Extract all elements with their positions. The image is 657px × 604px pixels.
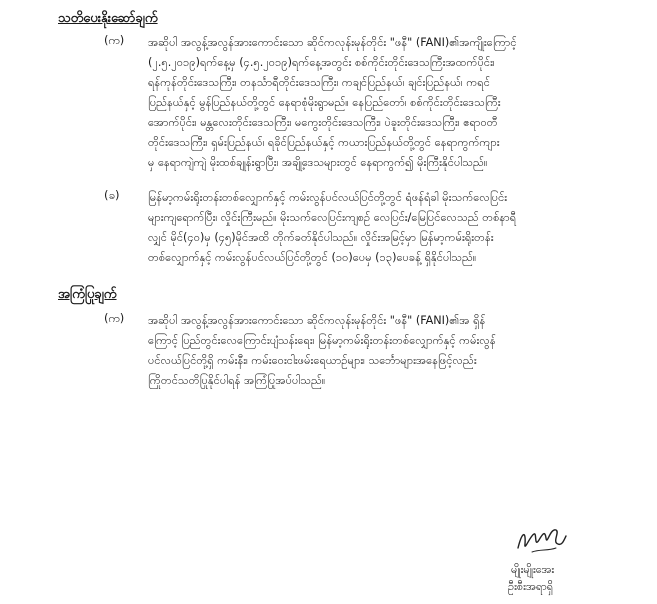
signatory-name: မျိုးမျိုးအေး (511, 563, 555, 576)
handwritten-signature (512, 522, 568, 560)
item-text: မြန်မာ့ကမ်းရိုးတန်းတစ်လျှောက်နှင့် ကမ်းလွန်ပင်လယ်ပြင်တို့တွင် ရံဖန်ရံခါ မိုးသက်လေပြင်း များကျရောက်ပြီး၊ လှိုင်းကြီးမည်။ မိုးသက်လေပြင်းကျစဉ် လေပြင်း/မြေပြင်လေသည် တစ်နာရီ လျှင် မိုင်(၄၀)မှ (၄၅)မိုင်အထိ တိုက်ခတ်နိုင်ပါသည်။ လှိုင်းအမြင့်မှာ မြန်မာ့ကမ်းရိုးတန်း တစ်လျှောက်နှင့် ကမ်းလွန်ပင်လယ်ပြင်တို့တွင် (၁၀)ပေမှ (၁၃)ပေခန့် ရှိနိုင်ပါသည်။ (148, 191, 517, 264)
item-number: (က) (104, 311, 125, 325)
item-text: အဆိုပါ အလွန့်အလွန်အားကောင်းသော ဆိုင်ကလုန်းမုန်တိုင်း "ဖနီ" (FANI)၏အကျိုးကြောင့် (၂.၅.၂၀၁၉)ရက်နေ့မှ (၄.၅.၂၀၁၉)ရက်နေ့အတွင်း စစ်ကိုင်းတိုင်းဒေသကြီးအထက်ပိုင်း၊ ရန်ကုန်တိုင်းဒေသကြီး၊ တနင်္သာရီတိုင်းဒေသကြီး၊ ကချင်ပြည်နယ်၊ ချင်းပြည်နယ်၊ ကရင် ပြည်နယ်နှင့် မွန်ပြည်နယ်တို့တွင် နေရာစုံမိုးရွာမည်။ နေပြည်တော်၊ စစ်ကိုင်းတိုင်းဒေသကြီး အောက်ပိုင်း၊ မန္တလေးတိုင်းဒေသကြီး၊ မကွေးတိုင်းဒေသကြီး၊ ပဲခူးတိုင်းဒေသကြီး၊ ဧရာဝတီ တိုင်းဒေသကြီး၊ ရှမ်းပြည်နယ်၊ ရခိုင်ပြည်နယ်နှင့် ကယားပြည်နယ်တို့တွင် နေရာကွက်ကျား မှ နေရာကျဲကျဲ မိုးထစ်ချုန်းရွာပြီး၊ အချို့ဒေသများတွင် နေရာကွက်၍ မိုးကြီးနိုင်ပါသည်။ (148, 36, 517, 169)
advice-item-1 (104, 311, 644, 396)
item-text: အဆိုပါ အလွန့်အလွန်အားကောင်းသော ဆိုင်ကလုန်းမုန်တိုင်း "ဖနီ" (FANI)၏အ ရှိန် ကြောင့် ပြည်တွင်းလေကြောင်းပျံသန်းရေး၊ မြန်မာ့ကမ်းရိုးတန်းတစ်လျှောက်နှင့် ကမ်းလွန် ပင်လယ်ပြင်တို့ရှိ ကမ်းနီး၊ ကမ်းဝေးငါးဖမ်းရေယာဉ်များ၊ သင်္ဘောများအနေဖြင့်လည်း ကြိုတင်သတိပြုနိုင်ပါရန် အကြံပြုအပ်ပါသည်။ (148, 314, 496, 387)
warning-section-heading: သတိပေးနိုးဆော်ချက် (58, 11, 158, 26)
signatory-title: ဦးစီးအရာရှိ (508, 580, 554, 593)
item-number: (ခ) (104, 188, 120, 202)
advice-section-heading: အကြံပြုချက် (58, 287, 117, 302)
item-number: (က) (104, 33, 125, 47)
warning-item-1 (104, 33, 644, 178)
warning-item-2 (104, 188, 644, 273)
